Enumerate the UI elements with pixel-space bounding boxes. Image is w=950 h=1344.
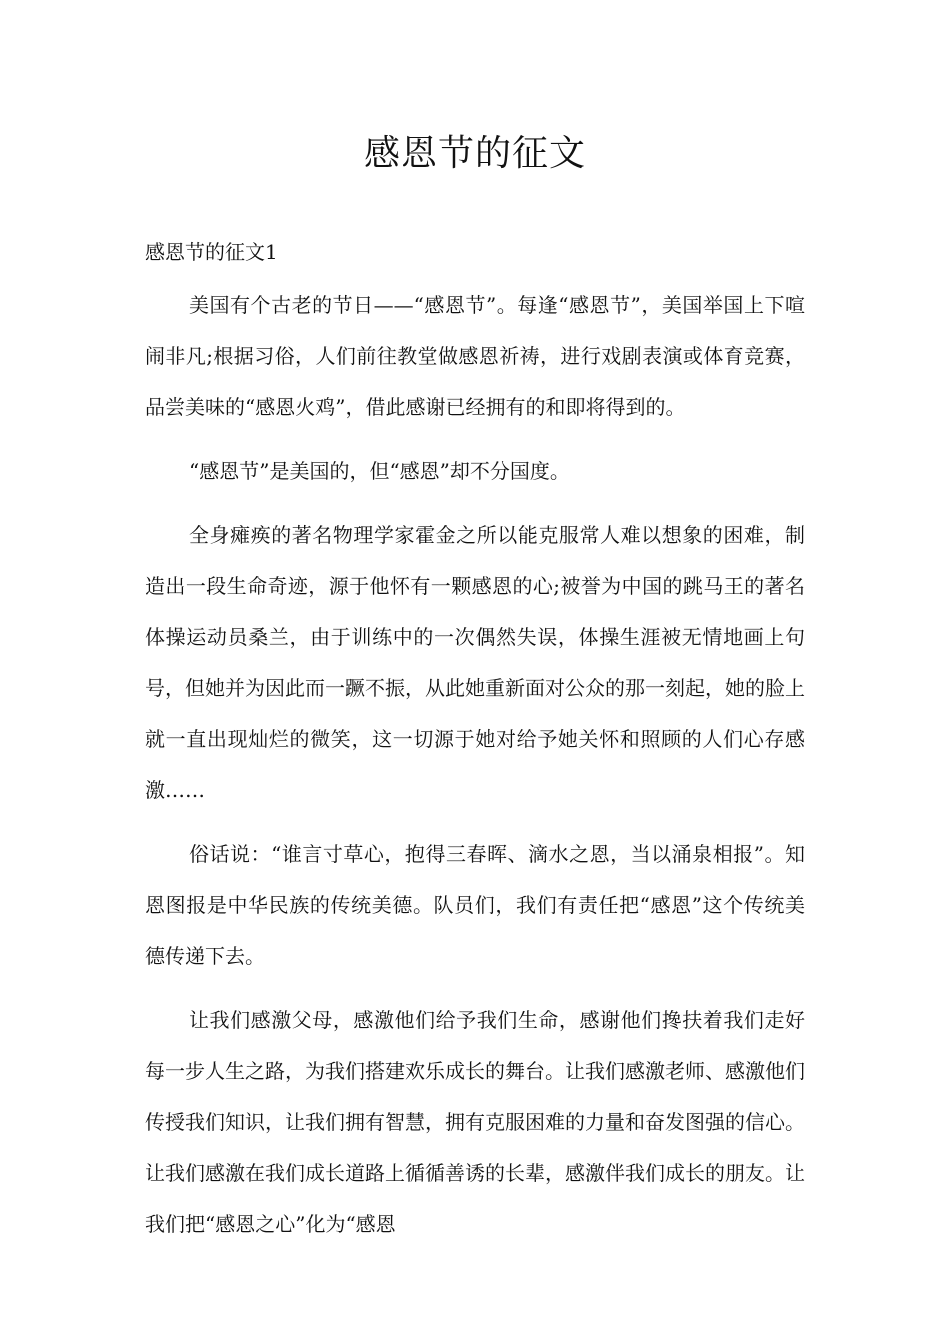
document-title: 感恩节的征文 [363, 133, 586, 174]
document-body [145, 280, 805, 1263]
paragraph-5: 让我们感激父母，感激他们给予我们生命，感谢他们搀扶着我们走好每一步人生之路，为我们搭建欢乐成长的舞台。让我们感激老师、感激他们传授我们知识，让我们拥有智慧，拥有克服困难的力量和奋发图强的信心。让我们感激在我们成长道路上循循善诱的长辈，感激伴我们成长的朋友。让我们把“感恩之心”化为“感恩 [145, 1008, 805, 1236]
section-heading: 感恩节的征文1 [145, 240, 278, 264]
paragraph-2: “感恩节”是美国的，但“感恩”却不分国度。 [189, 459, 570, 483]
paragraph-4: 俗话说：“谁言寸草心，抱得三春晖、滴水之恩，当以涌泉相报”。知恩图报是中华民族的传统美德。队员们，我们有责任把“感恩”这个传统美德传递下去。 [145, 842, 805, 968]
paragraph-3: 全身瘫痪的著名物理学家霍金之所以能克服常人难以想象的困难，制造出一段生命奇迹，源于他怀有一颗感恩的心;被誉为中国的跳马王的著名体操运动员桑兰，由于训练中的一次偶然失误，体操生涯被无情地画上句号，但她并为因此而一蹶不振，从此她重新面对公众的那一刻起，她的脸上就一直出现灿烂的微笑，这一切源于她对给予她关怀和照顾的人们心存感激…… [145, 523, 805, 802]
paragraph-1: 美国有个古老的节日——“感恩节”。每逢“感恩节”，美国举国上下喧闹非凡;根据习俗，人们前往教堂做感恩祈祷，进行戏剧表演或体育竞赛，品尝美味的“感恩火鸡”，借此感谢已经拥有的和即将得到的。 [145, 293, 805, 419]
